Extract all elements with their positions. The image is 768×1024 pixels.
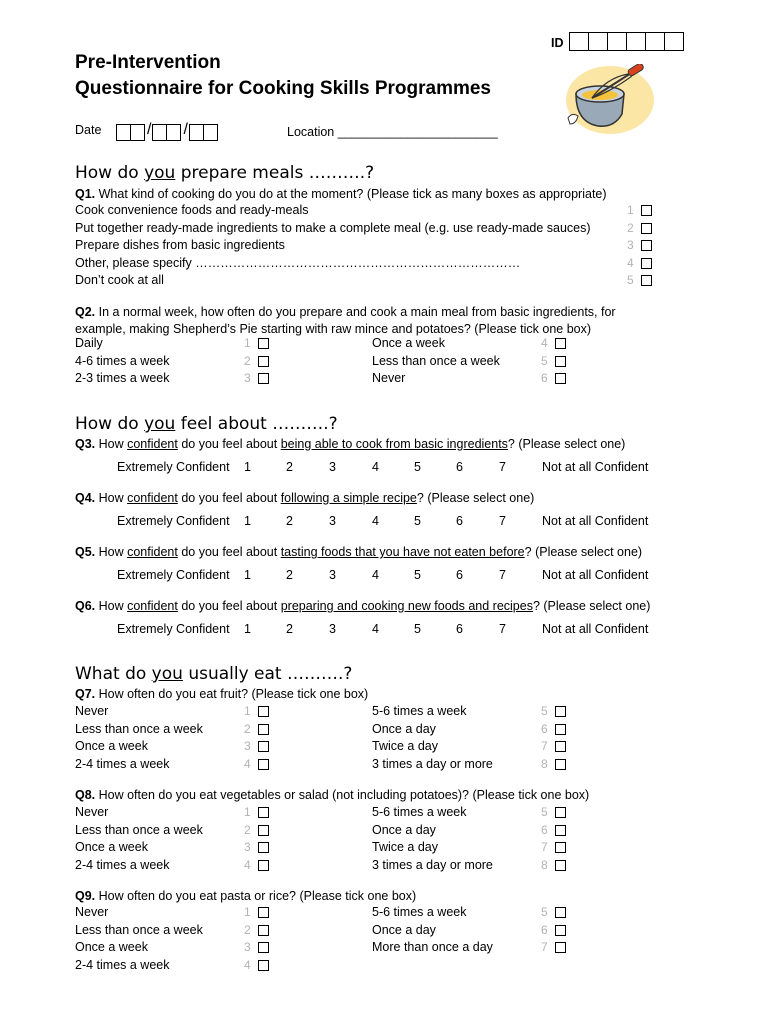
tick-box[interactable] — [258, 960, 269, 971]
option-code: 3 — [627, 238, 634, 252]
tick-box[interactable] — [641, 258, 652, 269]
id-box[interactable] — [664, 32, 684, 51]
scale-point-3[interactable]: 3 — [329, 568, 336, 582]
tick-box[interactable] — [641, 205, 652, 216]
q7-question: Q7. How often do you eat fruit? (Please tick one box) — [75, 687, 369, 701]
option-label: 2-4 times a week — [75, 957, 170, 972]
option-row — [75, 370, 251, 388]
option-label: 2-4 times a week — [75, 756, 170, 771]
option-code: 4 — [244, 756, 251, 771]
option-label: Less than once a week — [75, 922, 203, 937]
location-label: Location — [287, 125, 335, 139]
option-label: 5-6 times a week — [372, 704, 467, 718]
scale-point-6[interactable]: 6 — [456, 514, 463, 528]
location-field[interactable] — [287, 125, 498, 139]
id-label: ID — [551, 36, 564, 50]
q1-options — [75, 202, 634, 290]
q7-options-left — [75, 703, 251, 773]
tick-box[interactable] — [258, 724, 269, 735]
option-code: 4 — [627, 255, 634, 270]
q8-options-right — [372, 804, 548, 874]
tick-box[interactable] — [641, 275, 652, 286]
tick-box[interactable] — [258, 741, 269, 752]
option-code: 5 — [541, 353, 548, 368]
option-code: 2 — [244, 721, 251, 736]
option-code: 6 — [541, 922, 548, 937]
q5-question: Q5. How confident do you feel about tasting foods that you have not eaten before? (Please select one) — [75, 545, 643, 559]
id-boxes — [570, 32, 684, 54]
scale-point-7[interactable]: 7 — [499, 460, 506, 474]
option-label: Once a day — [372, 721, 436, 736]
scale-point-3[interactable]: 3 — [329, 622, 336, 636]
date-separator: / — [183, 121, 188, 138]
page-title — [75, 50, 491, 102]
option-row — [372, 738, 548, 756]
option-code: 7 — [541, 739, 548, 753]
tick-box[interactable] — [555, 706, 566, 717]
scale-point-4[interactable]: 4 — [372, 568, 379, 582]
q2-options-left — [75, 335, 251, 388]
scale-right-label: Not at all Confident — [542, 514, 649, 528]
date-month-box-1[interactable] — [152, 124, 167, 141]
option-code: 2 — [244, 353, 251, 368]
option-label: Less than once a week — [75, 721, 203, 736]
option-label: Once a week — [75, 940, 148, 954]
option-code: 6 — [541, 822, 548, 837]
tick-box[interactable] — [641, 240, 652, 251]
q1-text: What kind of cooking do you do at the moment? (Please tick as many boxes as appropriate) — [95, 187, 607, 201]
option-label: Once a week — [75, 739, 148, 753]
option-code: 3 — [244, 739, 251, 753]
scale-point-4[interactable]: 4 — [372, 622, 379, 636]
tick-box[interactable] — [641, 223, 652, 234]
option-code: 8 — [541, 857, 548, 872]
q2-question — [75, 304, 616, 338]
option-row — [75, 756, 251, 774]
option-row — [75, 738, 251, 756]
tick-box[interactable] — [258, 825, 269, 836]
q2-options-right — [372, 335, 548, 388]
option-label: Once a day — [372, 822, 436, 837]
tick-box[interactable] — [555, 807, 566, 818]
tick-box[interactable] — [555, 741, 566, 752]
option-code: 5 — [541, 805, 548, 819]
q8-options-left — [75, 804, 251, 874]
tick-box[interactable] — [258, 338, 269, 349]
tick-box[interactable] — [258, 759, 269, 770]
scale-point-4[interactable]: 4 — [372, 514, 379, 528]
option-row — [372, 922, 548, 940]
q9-question: Q9. How often do you eat pasta or rice? (Please tick one box) — [75, 889, 417, 903]
option-row — [372, 370, 548, 388]
option-label: Twice a day — [372, 739, 439, 753]
option-row — [372, 822, 548, 840]
scale-left-label: Extremely Confident — [117, 568, 230, 582]
scale-left-label: Extremely Confident — [117, 622, 230, 636]
scale-point-5[interactable]: 5 — [414, 514, 421, 528]
option-row — [75, 272, 634, 290]
option-row — [75, 220, 634, 238]
section-heading-prepare-meals: How do you prepare meals ……….? — [75, 163, 375, 183]
option-label: 3 times a day or more — [372, 756, 493, 771]
option-row — [75, 353, 251, 371]
date-year-box-2[interactable] — [203, 124, 218, 141]
option-row — [75, 939, 251, 957]
id-box[interactable] — [607, 32, 627, 51]
scale-right-label: Not at all Confident — [542, 568, 649, 582]
section-heading-usually-eat: What do you usually eat ……….? — [75, 664, 353, 684]
title-line-1: Pre-Intervention — [75, 52, 221, 73]
option-row — [75, 804, 251, 822]
option-label: Cook convenience foods and ready-meals — [75, 203, 309, 217]
scale-right-label: Not at all Confident — [542, 460, 649, 474]
option-label: Never — [75, 805, 109, 819]
tick-box[interactable] — [258, 356, 269, 367]
option-row — [75, 703, 251, 721]
tick-box[interactable] — [555, 356, 566, 367]
date-day-box-2[interactable] — [130, 124, 145, 141]
q8-question: Q8. How often do you eat vegetables or salad (not including potatoes)? (Please tick one box) — [75, 788, 590, 802]
scale-point-1[interactable]: 1 — [244, 622, 251, 636]
tick-box[interactable] — [258, 907, 269, 918]
scale-point-6[interactable]: 6 — [456, 460, 463, 474]
q9-options-right — [372, 904, 548, 957]
tick-box[interactable] — [555, 724, 566, 735]
option-row — [372, 904, 548, 922]
scale-point-1[interactable]: 1 — [244, 460, 251, 474]
tick-box[interactable] — [258, 807, 269, 818]
scale-point-2[interactable]: 2 — [286, 622, 293, 636]
option-code: 2 — [244, 922, 251, 937]
option-label: Never — [75, 905, 109, 919]
option-row — [75, 335, 251, 353]
option-label: Never — [75, 704, 109, 718]
option-code: 2 — [627, 220, 634, 235]
option-code: 3 — [244, 371, 251, 385]
option-label: Don’t cook at all — [75, 273, 164, 287]
scale-point-7[interactable]: 7 — [499, 622, 506, 636]
date-separator: / — [147, 121, 152, 138]
tick-box[interactable] — [258, 942, 269, 953]
q2-number: Q2. — [75, 305, 96, 319]
option-label: 4-6 times a week — [75, 353, 170, 368]
option-code: 5 — [627, 273, 634, 287]
tick-box[interactable] — [555, 842, 566, 853]
option-label: 3 times a day or more — [372, 857, 493, 872]
option-code: 1 — [244, 805, 251, 819]
option-code: 1 — [244, 336, 251, 350]
option-code: 1 — [244, 704, 251, 718]
option-code: 1 — [244, 905, 251, 919]
option-row — [372, 335, 548, 353]
option-label: Other, please specify …………………………………………………………………… — [75, 255, 521, 270]
section-heading-feel-about: How do you feel about ……….? — [75, 414, 338, 434]
option-label: Never — [372, 371, 406, 385]
option-code: 6 — [541, 371, 548, 385]
option-code: 3 — [244, 840, 251, 854]
option-code: 4 — [244, 857, 251, 872]
option-label: 5-6 times a week — [372, 905, 467, 919]
tick-box[interactable] — [555, 942, 566, 953]
option-label: Prepare dishes from basic ingredients — [75, 238, 285, 252]
option-row — [75, 202, 634, 220]
option-row — [75, 957, 251, 975]
scale-left-label: Extremely Confident — [117, 514, 230, 528]
whisk-bowl-illustration — [562, 64, 658, 138]
option-label: Put together ready-made ingredients to make a complete meal (e.g. use ready-made sauces) — [75, 220, 591, 235]
scale-point-2[interactable]: 2 — [286, 460, 293, 474]
scale-left-label: Extremely Confident — [117, 460, 230, 474]
scale-point-2[interactable]: 2 — [286, 514, 293, 528]
tick-box[interactable] — [258, 706, 269, 717]
option-label: More than once a day — [372, 940, 493, 954]
scale-point-2[interactable]: 2 — [286, 568, 293, 582]
q3-question: Q3. How confident do you feel about being able to cook from basic ingredients? (Please select one) — [75, 437, 626, 451]
option-row — [372, 703, 548, 721]
q1-number: Q1. — [75, 187, 96, 201]
tick-box[interactable] — [555, 925, 566, 936]
option-row — [75, 857, 251, 875]
option-label: Less than once a week — [372, 353, 500, 368]
scale-point-5[interactable]: 5 — [414, 460, 421, 474]
date-field — [75, 119, 218, 141]
q4-question: Q4. How confident do you feel about following a simple recipe? (Please select one) — [75, 491, 535, 505]
option-row — [372, 804, 548, 822]
q9-options-left — [75, 904, 251, 974]
option-row — [75, 822, 251, 840]
option-label: Less than once a week — [75, 822, 203, 837]
option-code: 7 — [541, 940, 548, 954]
id-box[interactable] — [569, 32, 589, 51]
option-row — [372, 839, 548, 857]
option-code: 2 — [244, 822, 251, 837]
id-box[interactable] — [588, 32, 608, 51]
option-row — [372, 721, 548, 739]
tick-box[interactable] — [555, 860, 566, 871]
tick-box[interactable] — [555, 338, 566, 349]
option-label: Daily — [75, 336, 103, 350]
scale-point-6[interactable]: 6 — [456, 568, 463, 582]
tick-box[interactable] — [555, 907, 566, 918]
option-code: 1 — [627, 203, 634, 217]
q1-question — [75, 187, 607, 201]
tick-box[interactable] — [258, 860, 269, 871]
scale-point-4[interactable]: 4 — [372, 460, 379, 474]
option-label: 5-6 times a week — [372, 805, 467, 819]
option-code: 5 — [541, 905, 548, 919]
scale-point-5[interactable]: 5 — [414, 568, 421, 582]
option-row — [372, 353, 548, 371]
q2-text-line1: In a normal week, how often do you prepare and cook a main meal from basic ingredients, for — [95, 305, 616, 319]
scale-point-1[interactable]: 1 — [244, 514, 251, 528]
option-row — [75, 237, 634, 255]
option-code: 4 — [541, 336, 548, 350]
date-label: Date — [75, 123, 102, 137]
option-row — [372, 756, 548, 774]
option-label: Twice a day — [372, 840, 439, 854]
scale-point-3[interactable]: 3 — [329, 460, 336, 474]
option-code: 7 — [541, 840, 548, 854]
date-year-box-1[interactable] — [189, 124, 204, 141]
option-code: 4 — [244, 957, 251, 972]
id-box[interactable] — [626, 32, 646, 51]
scale-right-label: Not at all Confident — [542, 622, 649, 636]
option-row — [75, 922, 251, 940]
option-label: Once a week — [372, 336, 445, 350]
tick-box[interactable] — [258, 842, 269, 853]
scale-point-7[interactable]: 7 — [499, 514, 506, 528]
date-day-box-1[interactable] — [116, 124, 131, 141]
location-line: _______________________ — [337, 125, 498, 139]
option-row — [372, 939, 548, 957]
scale-point-3[interactable]: 3 — [329, 514, 336, 528]
tick-box[interactable] — [258, 373, 269, 384]
option-label: 2-4 times a week — [75, 857, 170, 872]
option-row — [75, 839, 251, 857]
option-label: Once a day — [372, 922, 436, 937]
option-row — [372, 857, 548, 875]
option-code: 3 — [244, 940, 251, 954]
option-label: 2-3 times a week — [75, 371, 170, 385]
q6-question: Q6. How confident do you feel about preparing and cooking new foods and recipes? (Please select one) — [75, 599, 651, 613]
title-line-2: Questionnaire for Cooking Skills Programmes — [75, 78, 491, 99]
option-row — [75, 904, 251, 922]
option-row — [75, 255, 634, 273]
id-box[interactable] — [645, 32, 665, 51]
q7-options-right — [372, 703, 548, 773]
scale-point-6[interactable]: 6 — [456, 622, 463, 636]
scale-point-5[interactable]: 5 — [414, 622, 421, 636]
option-code: 6 — [541, 721, 548, 736]
id-field — [551, 32, 684, 52]
tick-box[interactable] — [258, 925, 269, 936]
tick-box[interactable] — [555, 825, 566, 836]
scale-point-7[interactable]: 7 — [499, 568, 506, 582]
q2-text-line2: example, making Shepherd’s Pie starting with raw mince and potatoes? (Please tick one box) — [75, 322, 592, 336]
date-month-box-2[interactable] — [166, 124, 181, 141]
option-code: 8 — [541, 756, 548, 771]
option-row — [75, 721, 251, 739]
option-label: Once a week — [75, 840, 148, 854]
tick-box[interactable] — [555, 373, 566, 384]
scale-point-1[interactable]: 1 — [244, 568, 251, 582]
tick-box[interactable] — [555, 759, 566, 770]
option-code: 5 — [541, 704, 548, 718]
